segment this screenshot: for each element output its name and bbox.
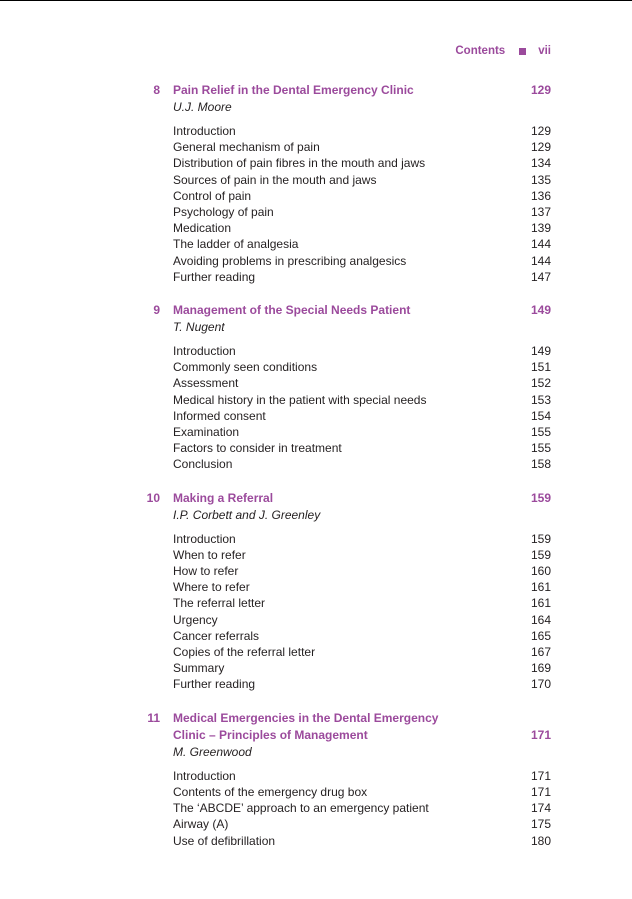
- toc-entry-page: 144: [530, 237, 551, 252]
- toc-entry-title: Summary: [173, 661, 225, 676]
- toc-entry[interactable]: [0, 440, 632, 456]
- toc-entry-title: Further reading: [173, 269, 256, 284]
- toc-entry-title: Further reading: [173, 677, 256, 692]
- running-head-label: Contents: [455, 45, 506, 57]
- toc-entry-page: 129: [530, 140, 551, 155]
- toc-entry-page: 180: [530, 833, 551, 848]
- toc-entry[interactable]: [0, 220, 632, 236]
- chapter-author: U.J. Moore: [173, 100, 232, 114]
- toc-entry-page: 147: [530, 269, 551, 284]
- table-of-contents: [0, 82, 632, 866]
- toc-entry-title: Use of defibrillation: [173, 833, 276, 848]
- toc-entry[interactable]: [0, 833, 632, 849]
- chapter-page-number: 171: [530, 727, 551, 742]
- toc-entry-page: 129: [530, 124, 551, 138]
- chapter-heading[interactable]: [0, 302, 632, 319]
- toc-entry-page: 144: [530, 253, 551, 268]
- toc-entry-page: 137: [530, 205, 551, 220]
- square-bullet-icon: [519, 48, 526, 55]
- toc-entry[interactable]: [0, 644, 632, 660]
- toc-entry-page: 153: [530, 392, 551, 407]
- toc-entry-title: When to refer: [173, 547, 246, 562]
- toc-entry[interactable]: [0, 375, 632, 391]
- toc-entry[interactable]: [0, 612, 632, 628]
- chapter-author: T. Nugent: [173, 320, 225, 335]
- toc-entry-page: 135: [530, 172, 551, 187]
- toc-entry[interactable]: [0, 359, 632, 375]
- toc-entry-page: 169: [530, 661, 551, 676]
- toc-entry-page: 139: [530, 221, 551, 236]
- chapter-block: [0, 82, 632, 285]
- chapter-number: 8: [153, 83, 160, 97]
- toc-entry-page: 155: [530, 441, 551, 456]
- toc-entry-title: The ladder of analgesia: [173, 237, 299, 252]
- chapter-block: [0, 710, 632, 849]
- toc-entry-page: 154: [530, 408, 551, 423]
- toc-entry[interactable]: [0, 660, 632, 676]
- toc-entry[interactable]: [0, 628, 632, 644]
- toc-entry[interactable]: [0, 816, 632, 832]
- chapter-author: I.P. Corbett and J. Greenley: [173, 507, 321, 522]
- toc-entry-page: 161: [530, 596, 551, 611]
- toc-entry-page: 161: [530, 580, 551, 595]
- toc-entry-title: Control of pain: [173, 188, 252, 203]
- toc-entry-page: 167: [530, 645, 551, 660]
- toc-entry[interactable]: [0, 531, 632, 547]
- toc-entry-title: Urgency: [173, 612, 218, 627]
- toc-entry-title: Contents of the emergency drug box: [173, 784, 368, 799]
- toc-entry-title: General mechanism of pain: [173, 140, 320, 155]
- toc-entry[interactable]: [0, 392, 632, 408]
- toc-entry-title: Sources of pain in the mouth and jaws: [173, 172, 377, 187]
- toc-entry-page: 165: [530, 628, 551, 643]
- toc-entry-title: How to refer: [173, 564, 239, 579]
- toc-entry-title: Distribution of pain fibres in the mouth and jaws: [173, 156, 426, 171]
- chapter-title: Management of the Special Needs Patient: [173, 303, 411, 318]
- toc-entry[interactable]: [0, 424, 632, 440]
- toc-entry-page: 160: [530, 564, 551, 579]
- toc-entry[interactable]: [0, 784, 632, 800]
- toc-entry-title: Medical history in the patient with special needs: [173, 392, 427, 407]
- toc-entry[interactable]: [0, 676, 632, 692]
- chapter-heading[interactable]: [0, 82, 632, 99]
- toc-entry-title: Introduction: [173, 531, 236, 546]
- toc-entry[interactable]: [0, 456, 632, 472]
- toc-entry-title: Cancer referrals: [173, 628, 260, 643]
- toc-entry[interactable]: [0, 188, 632, 204]
- chapter-heading[interactable]: [0, 490, 632, 507]
- toc-entry[interactable]: [0, 253, 632, 269]
- toc-entry-page: 159: [530, 547, 551, 562]
- toc-entry[interactable]: [0, 172, 632, 188]
- toc-entry[interactable]: [0, 408, 632, 424]
- page-number: vii: [538, 45, 551, 57]
- toc-entry-title: Where to refer: [173, 580, 250, 595]
- chapter-number: 10: [146, 490, 160, 505]
- toc-entry-title: Psychology of pain: [173, 205, 274, 220]
- toc-entry-page: 159: [530, 531, 551, 546]
- toc-entry-page: 158: [530, 457, 551, 472]
- toc-entry[interactable]: [0, 768, 632, 784]
- top-rule: [0, 0, 632, 1]
- toc-entry-page: 134: [530, 156, 551, 171]
- toc-entry-page: 152: [530, 376, 551, 391]
- toc-entry-title: The ‘ABCDE’ approach to an emergency patient: [173, 801, 429, 816]
- toc-entry-page: 149: [530, 344, 551, 359]
- toc-entry-page: 155: [530, 425, 551, 440]
- chapter-page-number: 149: [530, 303, 551, 318]
- toc-entry-page: 175: [530, 817, 551, 832]
- toc-entry[interactable]: [0, 269, 632, 285]
- chapter-title: Pain Relief in the Dental Emergency Clinic: [173, 83, 414, 97]
- toc-entry-title: The referral letter: [173, 596, 266, 611]
- toc-entry[interactable]: [0, 579, 632, 595]
- toc-entry[interactable]: [0, 236, 632, 252]
- toc-entry-title: Introduction: [173, 124, 236, 138]
- toc-entry-page: 171: [530, 784, 551, 799]
- toc-entry-title: Medication: [173, 221, 232, 236]
- running-head: [455, 45, 551, 57]
- toc-entry-title: Avoiding problems in prescribing analgesics: [173, 253, 407, 268]
- toc-entry-title: Examination: [173, 425, 240, 440]
- toc-entry[interactable]: [0, 123, 632, 139]
- toc-entry-title: Conclusion: [173, 457, 233, 472]
- toc-entry[interactable]: [0, 139, 632, 155]
- chapter-page-number: 129: [530, 83, 551, 97]
- toc-entry-title: Factors to consider in treatment: [173, 441, 342, 456]
- chapter-title: Making a Referral: [173, 490, 274, 505]
- toc-entry-title: Assessment: [173, 376, 239, 391]
- toc-entry-page: 171: [530, 768, 551, 783]
- toc-entry-page: 164: [530, 612, 551, 627]
- toc-entry[interactable]: [0, 155, 632, 171]
- chapter-block: [0, 302, 632, 473]
- chapter-number: 11: [147, 710, 160, 725]
- toc-entry-page: 170: [530, 677, 551, 692]
- toc-entry-title: Airway (A): [173, 817, 229, 832]
- chapter-block: [0, 490, 632, 693]
- chapter-author: M. Greenwood: [173, 744, 252, 759]
- toc-entry[interactable]: [0, 595, 632, 611]
- toc-entry[interactable]: [0, 204, 632, 220]
- chapter-number: 9: [153, 303, 160, 318]
- chapter-title: Medical Emergencies in the Dental Emergency Clinic – Principles of Management: [173, 710, 439, 742]
- toc-entry[interactable]: [0, 547, 632, 563]
- toc-entry[interactable]: [0, 343, 632, 359]
- toc-entry-page: 151: [530, 360, 551, 375]
- toc-entry-title: Commonly seen conditions: [173, 360, 318, 375]
- chapter-heading[interactable]: [0, 710, 632, 744]
- toc-entry-page: 136: [530, 188, 551, 203]
- toc-entry-title: Informed consent: [173, 408, 266, 423]
- toc-entry-title: Introduction: [173, 768, 236, 783]
- toc-entry-title: Copies of the referral letter: [173, 645, 316, 660]
- toc-entry[interactable]: [0, 800, 632, 816]
- chapter-page-number: 159: [530, 490, 551, 505]
- toc-entry-title: Introduction: [173, 344, 236, 359]
- toc-entry-page: 174: [530, 801, 551, 816]
- toc-entry[interactable]: [0, 563, 632, 579]
